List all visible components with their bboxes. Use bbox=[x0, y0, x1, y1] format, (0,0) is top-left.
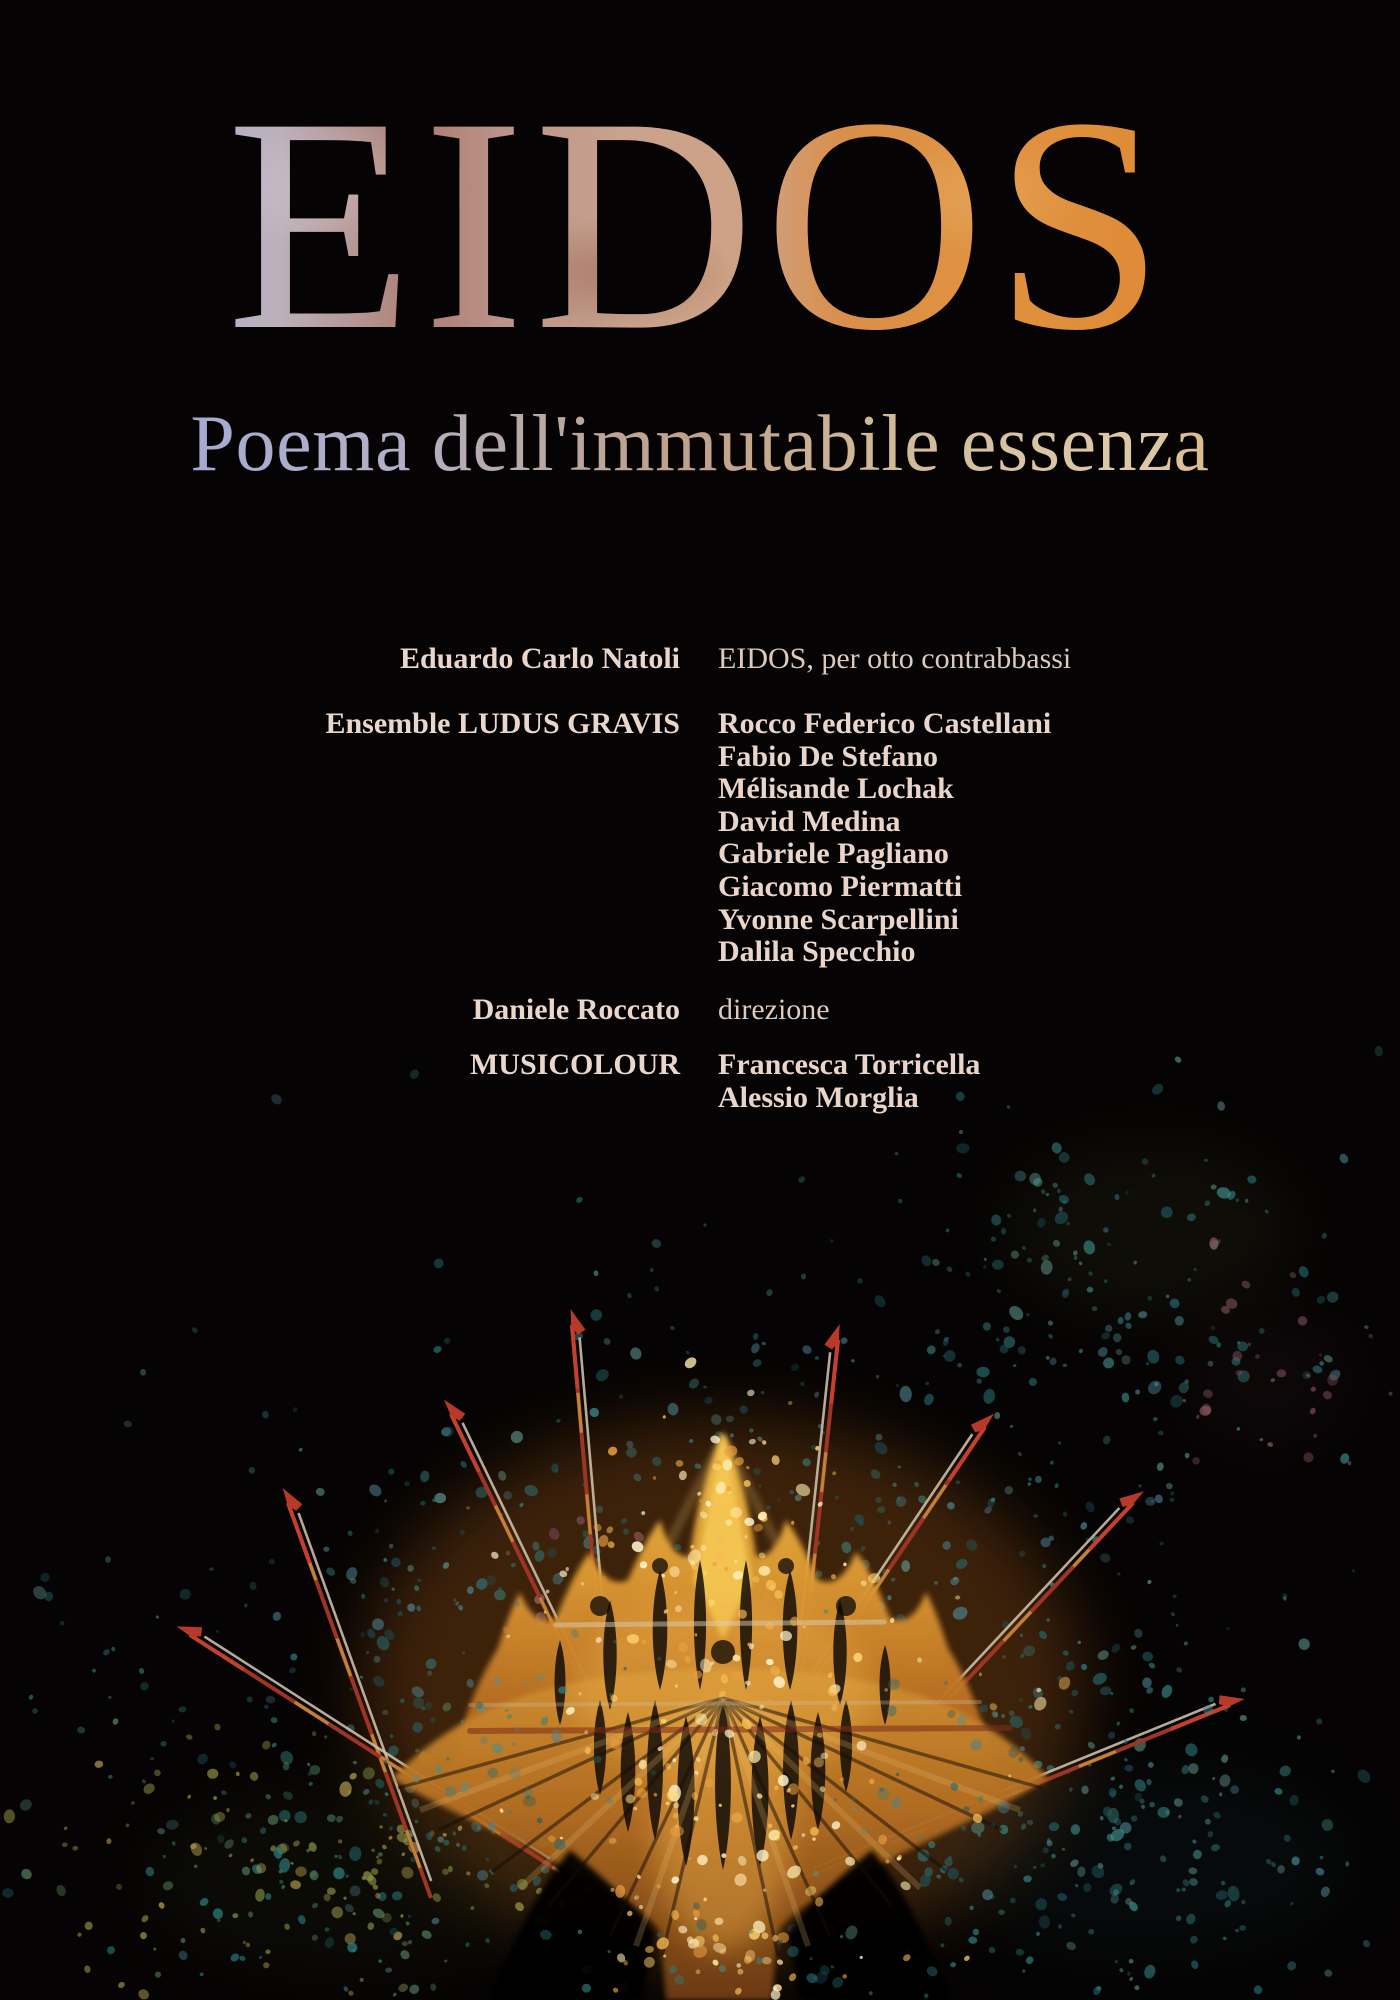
ensemble-member: Fabio De Stefano bbox=[718, 739, 938, 773]
poster-subtitle: Poema dell'immutabile essenza bbox=[0, 404, 1400, 484]
lights-member: Francesca Torricella bbox=[718, 1048, 981, 1081]
bow-2 bbox=[779, 1324, 840, 1850]
conductor-name: Daniele Roccato bbox=[472, 993, 680, 1026]
lights-members bbox=[718, 1049, 1338, 1114]
ensemble-members bbox=[718, 708, 1338, 969]
bow-1 bbox=[571, 1309, 623, 1850]
composer-name: Eduardo Carlo Natoli bbox=[399, 642, 680, 675]
ensemble-name: Ensemble LUDUS GRAVIS bbox=[325, 707, 680, 740]
bow-7 bbox=[845, 1491, 1144, 1810]
bow-5 bbox=[177, 1626, 561, 1872]
bow-3 bbox=[444, 1400, 638, 1800]
lights-company-name: MUSICOLOUR bbox=[469, 1048, 680, 1081]
speckles-under bbox=[2, 1045, 1393, 2000]
composer-work bbox=[718, 643, 1338, 676]
ensemble-member: Giacomo Piermatti bbox=[718, 869, 963, 903]
bow-8 bbox=[800, 1695, 1245, 1880]
bow-6 bbox=[740, 1414, 994, 1790]
ensemble-member: Gabriele Pagliano bbox=[718, 837, 949, 871]
role-label: direzione bbox=[718, 993, 830, 1026]
bow-4 bbox=[283, 1488, 432, 1898]
haze-layer bbox=[140, 1140, 1353, 1975]
poster-title: EIDOS bbox=[0, 72, 1400, 378]
lights-member: Alessio Morglia bbox=[718, 1080, 919, 1114]
bows-layer bbox=[177, 1309, 1245, 1898]
ensemble-member: Dalila Specchio bbox=[718, 935, 916, 969]
work-title: EIDOS, per otto contrabbassi bbox=[718, 642, 1072, 675]
ensemble-member: David Medina bbox=[718, 804, 901, 838]
flame-of-basses bbox=[392, 1432, 1048, 2000]
speckles-over bbox=[177, 1355, 1215, 2000]
ensemble-member: Mélisande Lochak bbox=[718, 772, 954, 806]
ensemble-member: Rocco Federico Castellani bbox=[718, 707, 1052, 740]
conductor-role bbox=[718, 994, 1338, 1027]
ensemble-member: Yvonne Scarpellini bbox=[718, 902, 959, 936]
